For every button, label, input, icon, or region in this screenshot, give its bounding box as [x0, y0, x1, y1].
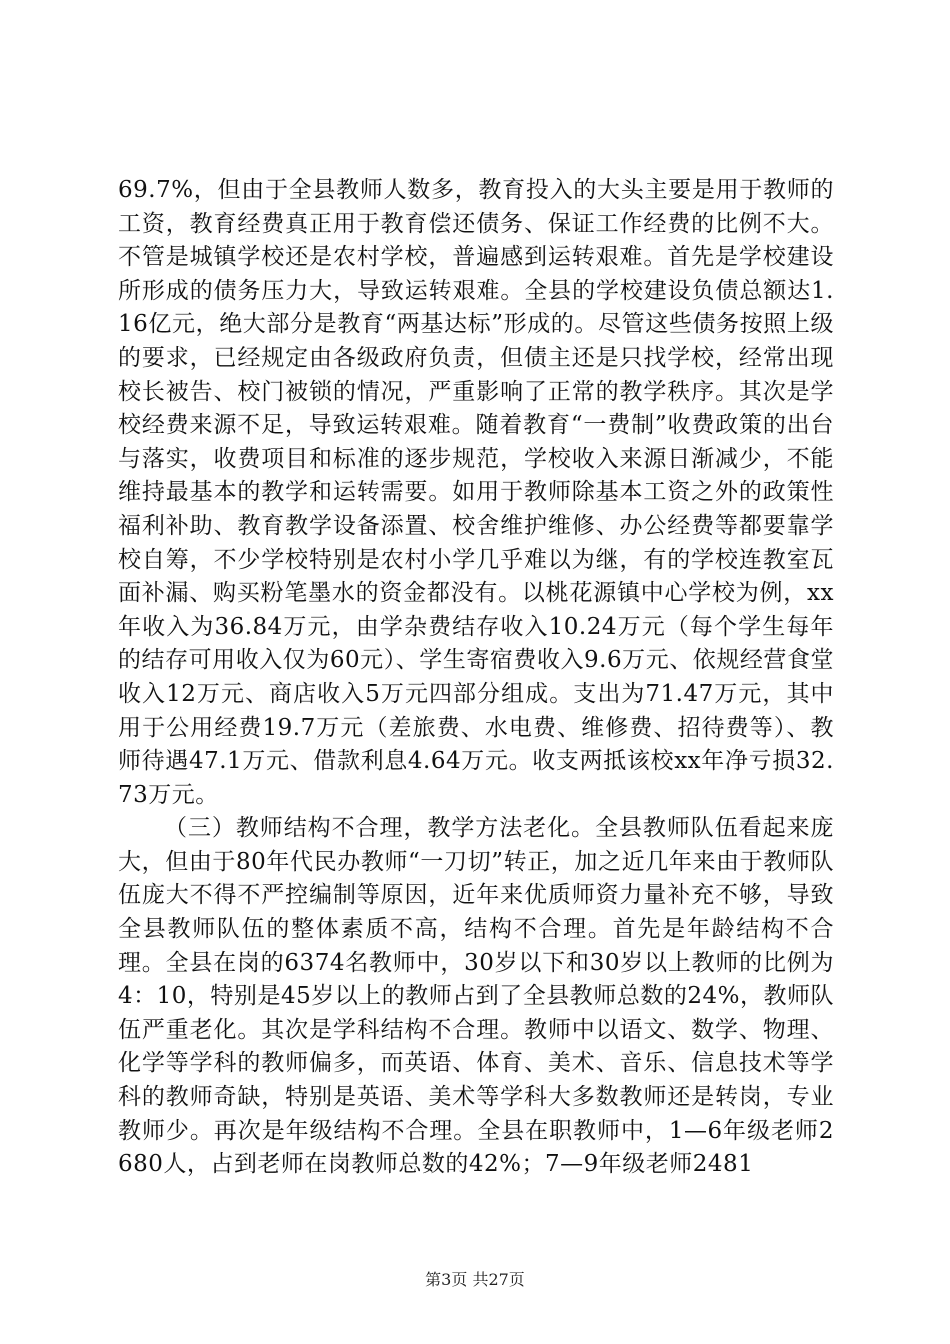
paragraph-school-funding: 69.7%，但由于全县教师人数多，教育投入的大头主要是用于教师的工资，教育经费真正用于教育偿还债务、保证工作经费的比例不大。不管是城镇学校还是农村学校，普遍感到运转艰难。首先是学校建设所形成的债务压力大，导致运转艰难。全县的学校建设负债总额达1.16亿元，绝大部分是教育“两基达标”形成的。尽管这些债务按照上级的要求，已经规定由各级政府负责，但债主还是只找学校，经常出现校长被告、校门被锁的情况，严重影响了正常的教学秩序。其次是学校经费来源不足，导致运转艰难。随着教育“一费制”收费政策的出台与落实，收费项目和标准的逐步规范，学校收入来源日渐减少，不能维持最基本的教学和运转需要。如用于教师除基本工资之外的政策性福利补助、教育教学设备添置、校舍维护维修、办公经费等都要靠学校自筹，不少学校特别是农村小学几乎难以为继，有的学校连教室瓦面补漏、购买粉笔墨水的资金都没有。以桃花源镇中心学校为例，xx年收入为36.84万元，由学杂费结存收入10.24万元（每个学生每年的结存可用收入仅为60元）、学生寄宿费收入9.6万元、依规经营食堂收入12万元、商店收入5万元四部分组成。支出为71.47万元，其中用于公用经费19.7万元（差旅费、水电费、维修费、招待费等）、教师待遇47.1万元、借款利息4.64万元。收支两抵该校xx年净亏损32.73万元。: [118, 177, 834, 808]
paragraph-teacher-structure: （三）教师结构不合理，教学方法老化。全县教师队伍看起来庞大，但由于80年代民办教师“一刀切”转正，加之近几年来由于教师队伍庞大不得不严控编制等原因，近年来优质师资力量补充不够，导致全县教师队伍的整体素质不高，结构不合理。首先是年龄结构不合理。全县在岗的6374名教师中，30岁以下和30岁以上教师的比例为4：10，特别是45岁以上的教师占到了全县教师总数的24%，教师队伍严重老化。其次是学科结构不合理。教师中以语文、数学、物理、化学等学科的教师偏多，而英语、体育、美术、音乐、信息技术等学科的教师奇缺，特别是英语、美术等学科大多数教师还是转岗，专业教师少。再次是年级结构不合理。全县在职教师中，1—6年级老师2680人，占到老师在岗教师总数的42%；7—9年级老师2481: [118, 815, 834, 1178]
page-footer: 第3页 共27页: [425, 1270, 525, 1289]
body-text: [118, 174, 834, 1182]
